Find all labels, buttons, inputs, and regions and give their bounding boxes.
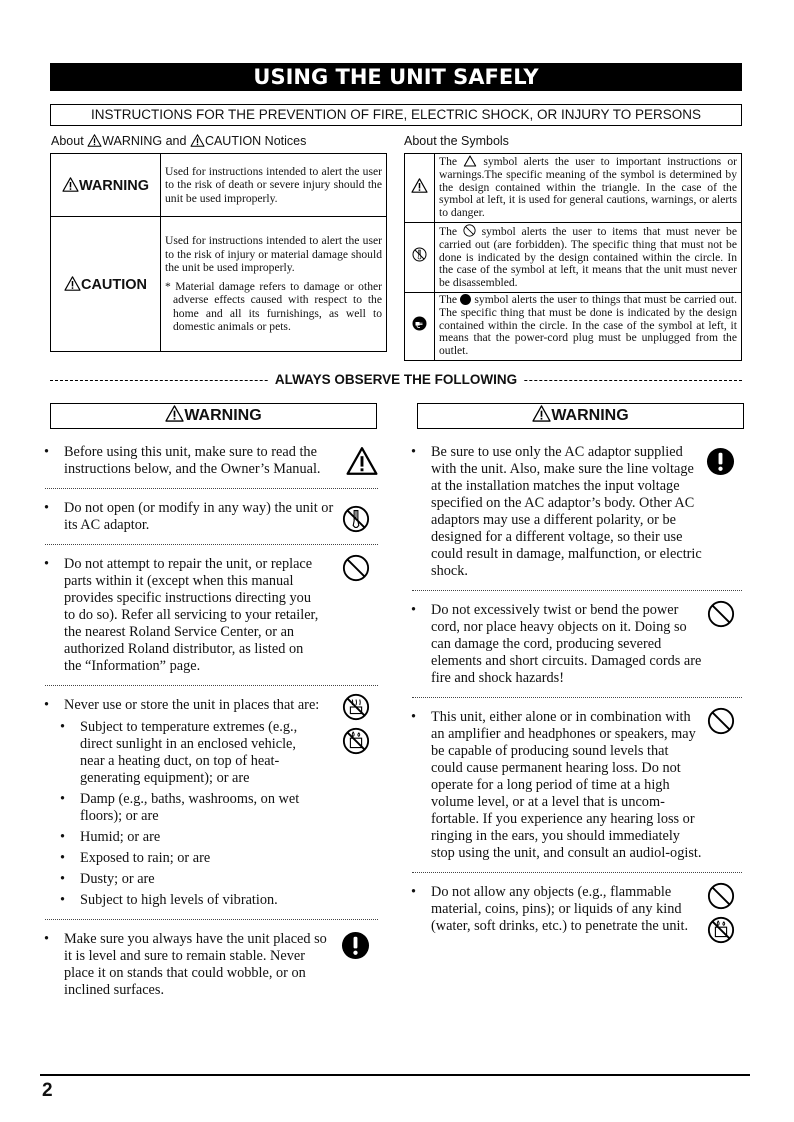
dotted-separator <box>45 919 378 920</box>
dotted-separator <box>45 685 378 686</box>
caution-description <box>161 217 387 352</box>
caution-label-cell <box>51 217 161 352</box>
triangle-text: symbol alerts the user to important instructions or warnings.The specific meaning of the symbol is determined by the design contained within the triangle. In the case of the symbol at left, it is used for general cautions, warnings, or alerts to danger. <box>439 155 737 220</box>
mandatory-text: symbol alerts the user to things that must be carried out. The specific thing that must be done is indicated by the design contained within the circle. In the case of the symbol at left, it means that the power-cord plug must be unplugged from the outlet. <box>439 292 738 358</box>
prohibit-description <box>435 222 742 292</box>
disassemble-prohibited-icon <box>412 247 427 262</box>
warning-triangle-icon <box>87 134 102 147</box>
dotted-separator <box>412 872 742 873</box>
and-word: and <box>165 134 187 148</box>
about-label: About <box>51 134 84 148</box>
dotted-separator <box>45 544 378 545</box>
list-item: • Dusty; or are <box>61 871 324 888</box>
dotted-separator <box>412 697 742 698</box>
warning-word: WARNING <box>102 134 163 148</box>
warning-icon <box>532 405 551 422</box>
disassemble-prohibited-icon <box>342 505 370 533</box>
page-title: USING THE UNIT SAFELY <box>50 63 742 91</box>
footer-rule <box>40 1074 750 1076</box>
always-observe-divider <box>50 372 742 388</box>
caution-triangle-icon <box>190 134 205 147</box>
page-number: 2 <box>42 1080 53 1101</box>
list-item: • Be sure to use only the AC adaptor supplied with the unit. Also, make sure the line voltage at the installation matches the input voltage specified on the AC adaptor’s body. Other AC adaptors may use a different polarity, or be designed for a different voltage, so their use could result in damage, malfunction, or electric shock. <box>412 444 742 580</box>
warning-icon <box>62 177 79 192</box>
ac-adaptor-text: Be sure to use only the AC adaptor supplied with the unit. Also, make sure the line voltage at the installation matches the input voltage specified on the AC adaptor’s body. Other AC adaptors may use a different polarity, or be designed for a different voltage, so their use could result in damage, malfunction, or electric shock. <box>431 444 702 579</box>
list-item: • Before using this unit, make sure to read the instructions below, and the Owner’s Manual. <box>45 444 378 478</box>
condition-dusty: Dusty; or are <box>80 871 155 887</box>
list-item: • Do not excessively twist or bend the power cord, nor place heavy objects on it. Doing so can damage the cord, producing severed elements and short circuits. Damaged cords are fire and shock hazards! <box>412 602 742 687</box>
always-observe-heading <box>50 372 742 388</box>
mandatory-description <box>435 292 742 360</box>
left-warning-label: WARNING <box>184 407 262 424</box>
no-heat-icon <box>342 693 370 721</box>
notices-table <box>50 153 387 352</box>
warning-label-cell <box>51 154 161 217</box>
right-warning-heading <box>417 403 744 429</box>
warning-description: Used for instructions intended to alert the user to the risk of death or severe injury should the unit be used improperly. <box>161 154 387 217</box>
do-not-open-text: Do not open (or modify in any way) the unit or its AC adaptor. <box>64 500 334 533</box>
level-placement-text: Make sure you always have the unit placed so it is level and sure to remain stable. Never place it on stands that could wobble, or on inclined surfaces. <box>64 931 327 998</box>
list-item: • Do not open (or modify in any way) the unit or its AC adaptor. <box>45 500 378 534</box>
page-subtitle: INSTRUCTIONS FOR THE PREVENTION OF FIRE, ELECTRIC SHOCK, OR INJURY TO PERSONS <box>50 104 742 126</box>
list-item: • Damp (e.g., baths, washrooms, on wet floors); or are <box>61 791 324 825</box>
condition-vibration: Subject to high levels of vibration. <box>80 892 278 908</box>
caution-word: CAUTION <box>204 134 262 148</box>
condition-damp: Damp (e.g., baths, washrooms, on wet floors); or are <box>80 791 300 824</box>
caution-text: Used for instructions intended to alert the user to the risk of injury or material damage should the unit be used improperly. <box>165 233 382 275</box>
list-item: • Make sure you always have the unit placed so it is level and sure to remain stable. Never place it on stands that could wobble, or on inclined surfaces. <box>45 931 378 999</box>
prohibit-text: symbol alerts the user to items that must never be carried out (are forbidden). The specific thing that must not be done is indicated by the design contained within the circle. In the case of the symbol at left, it means that the unit must never be disassembled. <box>439 224 738 290</box>
list-item: • Do not attempt to repair the unit, or replace parts within it (except when this manual provides specific instructions directing you to do so). Refer all servicing to your retailer, the nearest Roland Service Center, or an authorized Roland distributor, as listed on the “Information” page. <box>45 556 378 675</box>
storage-conditions-list <box>45 719 378 909</box>
symbol-cell-triangle <box>405 154 435 223</box>
notices-heading <box>51 134 306 148</box>
prohibited-icon <box>707 882 735 910</box>
mandatory-icon <box>341 931 370 960</box>
caution-triangle-icon <box>346 446 378 476</box>
symbols-heading: About the Symbols <box>404 134 509 148</box>
warning-label: WARNING <box>78 177 150 194</box>
triangle-description <box>435 154 742 223</box>
caution-icon <box>64 276 81 291</box>
right-warning-label: WARNING <box>551 407 629 424</box>
symbol-cell-prohibit <box>405 222 435 292</box>
dotted-separator <box>45 488 378 489</box>
list-item: • This unit, either alone or in combination with an amplifier and headphones or speakers, may be capable of producing sound levels that could cause permanent hearing loss. Do not operate for a long period of time at a high volume level, or at a level that is uncom-fortable. If you experience any hearing loss or ringing in the ears, you should immediately stop using the unit, and consult an audiol-ogist. <box>412 709 742 862</box>
triangle-pre: The <box>439 155 458 168</box>
right-warning-list <box>412 444 742 935</box>
filled-circle-icon <box>460 294 471 305</box>
notices-word: Notices <box>264 134 307 148</box>
prohibit-icon <box>463 224 476 237</box>
left-warning-heading <box>50 403 377 429</box>
condition-rain: Exposed to rain; or are <box>80 850 211 866</box>
triangle-outline-icon <box>463 155 477 167</box>
unplug-icon <box>412 316 427 331</box>
symbol-cell-mandatory <box>405 292 435 360</box>
dotted-separator <box>412 590 742 591</box>
mandatory-pre: The <box>439 292 458 306</box>
prohibited-icon <box>707 600 735 628</box>
list-item: • Never use or store the unit in places that are: <box>45 697 378 714</box>
left-warning-list <box>45 444 378 999</box>
do-not-repair-text: Do not attempt to repair the unit, or replace parts within it (except when this manual provides specific instructions directing you to do so). Refer all servicing to your retailer, the nearest Roland Service Center, or an authorized Roland distributor, as listed on the “Information” page. <box>64 556 319 674</box>
always-observe-text: ALWAYS OBSERVE THE FOLLOWING <box>269 372 523 387</box>
read-manual-text: Before using this unit, make sure to read the instructions below, and the Owner’s Manual. <box>64 444 321 477</box>
prohibited-icon <box>707 707 735 735</box>
hearing-loss-text: This unit, either alone or in combination with an amplifier and headphones or speakers, may be capable of producing sound levels that could cause permanent hearing loss. Do not operate for a long period of time at a high volume level, or at a level that is uncom-fortable. If you experience any hearing loss or ringing in the ears, you should immediately stop using the unit, and consult an audiol-ogist. <box>431 709 702 861</box>
condition-humid: Humid; or are <box>80 829 161 845</box>
foreign-objects-text: Do not allow any objects (e.g., flammable material, coins, pins); or liquids of any kind (water, soft drinks, etc.) to penetrate the unit. <box>431 884 689 934</box>
list-item: • Exposed to rain; or are <box>61 850 324 867</box>
storage-places-text: Never use or store the unit in places that are: <box>64 697 320 713</box>
list-item: • Subject to temperature extremes (e.g., direct sunlight in an enclosed vehicle, near a heating duct, on top of heat-generating equipment); or are <box>61 719 324 787</box>
list-item: • Subject to high levels of vibration. <box>61 892 324 909</box>
power-cord-text: Do not excessively twist or bend the power cord, nor place heavy objects on it. Doing so can damage the cord, producing severed elements and short circuits. Damaged cords are fire and shock hazards! <box>431 602 702 686</box>
list-item: • Do not allow any objects (e.g., flammable material, coins, pins); or liquids of any kind (water, soft drinks, etc.) to penetrate the unit. <box>412 884 742 935</box>
symbols-table <box>404 153 742 361</box>
mandatory-icon <box>706 447 735 476</box>
prohibit-pre: The <box>439 224 458 238</box>
no-water-icon <box>707 916 735 944</box>
caution-note: * Material damage refers to damage or other adverse effects caused with respect to the home and all its furnishings, as well to domestic animals or pets. <box>165 279 382 334</box>
prohibited-icon <box>342 554 370 582</box>
condition-temperature: Subject to temperature extremes (e.g., direct sunlight in an enclosed vehicle, near a heating duct, on top of heat-generating equipment); or are <box>80 719 298 786</box>
no-water-icon <box>342 727 370 755</box>
general-caution-icon <box>411 178 428 193</box>
list-item: • Humid; or are <box>61 829 324 846</box>
caution-label: CAUTION <box>80 276 148 293</box>
warning-icon <box>165 405 184 422</box>
